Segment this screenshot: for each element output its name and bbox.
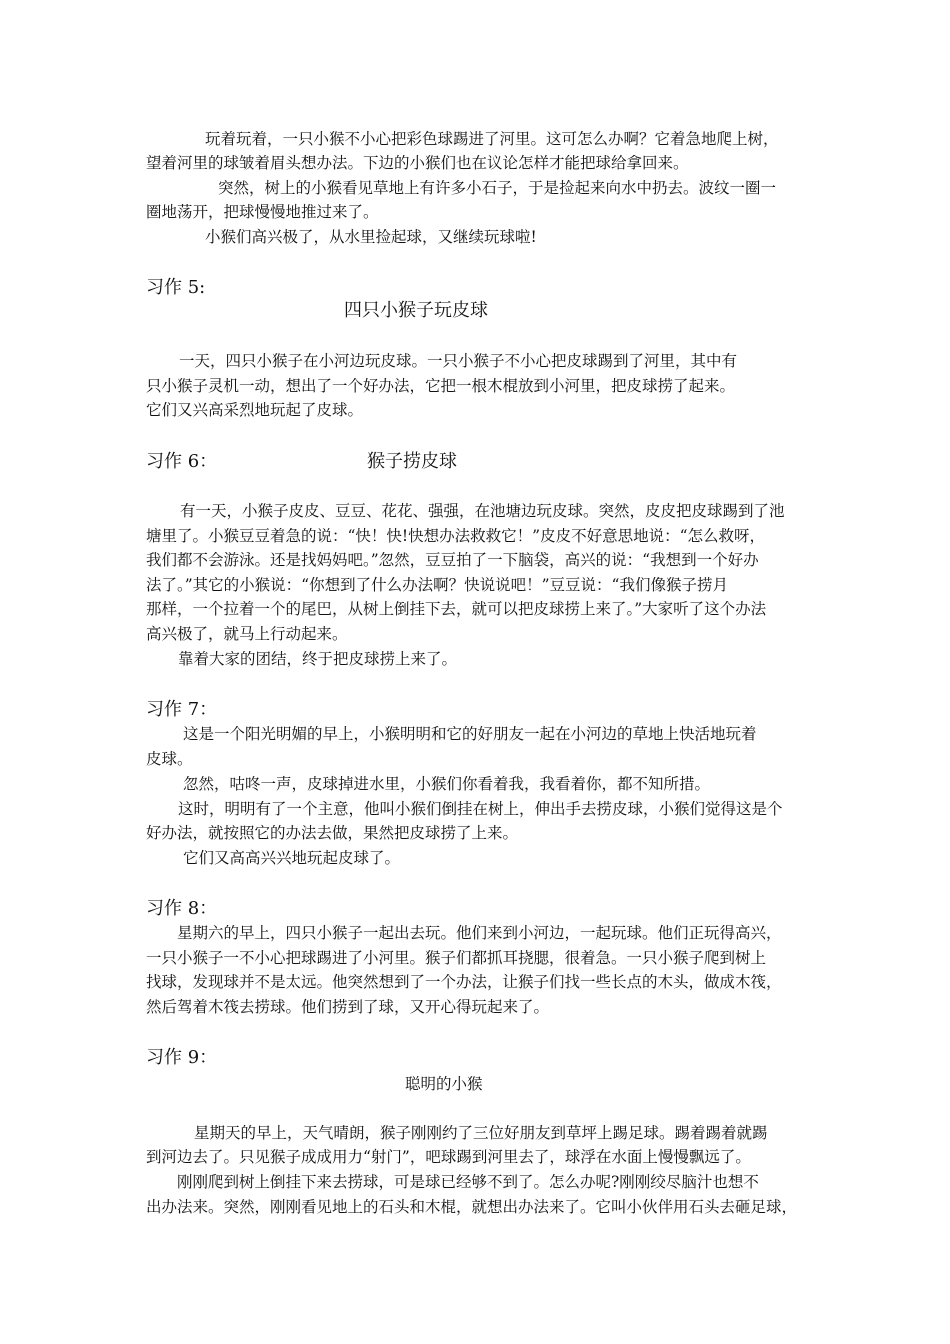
paragraph-line: 忽然，咕咚一声，皮球掉进水里，小猴们你看着我，我看着你，都不知所措。	[183, 775, 711, 793]
paragraph-line: 这时，明明有了一个主意，他叫小猴们倒挂在树上，伸出手去捞皮球，小猴们觉得这是个	[178, 800, 783, 818]
essay-title: 猴子捞皮球	[367, 451, 457, 472]
paragraph-line: 我们都不会游泳。还是找妈妈吧。”忽然，豆豆拍了一下脑袋，高兴的说：“我想到一个好办	[146, 551, 759, 569]
essay-title: 聪明的小猴	[405, 1075, 483, 1093]
paragraph-line: 找球，发现球并不是太远。他突然想到了一个办法，让猴子们找一些长点的木头，做成木筏，	[146, 973, 782, 991]
paragraph-line: 突然，树上的小猴看见草地上有许多小石子，于是捡起来向水中扔去。波纹一圈一	[218, 179, 777, 197]
paragraph-line: 它们又高高兴兴地玩起皮球了。	[183, 849, 401, 867]
paragraph-line: 刚刚爬到树上倒挂下来去捞球，可是球已经够不到了。怎么办呢?刚刚绞尽脑汁也想不	[177, 1173, 759, 1191]
paragraph-line: 望着河里的球皱着眉头想办法。下边的小猴们也在议论怎样才能把球给拿回来。	[146, 154, 689, 172]
essay-title: 四只小猴子玩皮球	[344, 300, 488, 321]
paragraph-line: 星期六的早上，四只小猴子一起出去玩。他们来到小河边，一起玩球。他们正玩得高兴，	[177, 924, 782, 942]
essay-heading: 习作 7：	[146, 699, 218, 720]
paragraph-line: 它们又兴高采烈地玩起了皮球。	[146, 401, 364, 419]
paragraph-line: 高兴极了，就马上行动起来。	[146, 625, 348, 643]
paragraph-line: 一天，四只小猴子在小河边玩皮球。一只小猴子不小心把皮球踢到了河里，其中有	[179, 352, 738, 370]
paragraph-line: 一只小猴子一不小心把球踢进了小河里。猴子们都抓耳挠腮，很着急。一只小猴子爬到树上	[146, 949, 767, 967]
essay-heading: 习作 8：	[146, 898, 218, 919]
paragraph-line: 靠着大家的团结，终于把皮球捞上来了。	[178, 650, 458, 668]
paragraph-line: 塘里了。小猴豆豆着急的说：“快！快!快想办法救救它！”皮皮不好意思地说：“怎么救呀，	[146, 527, 766, 545]
paragraph-line: 出办法来。突然，刚刚看见地上的石头和木棍，就想出办法来了。它叫小伙伴用石头去砸足球，	[146, 1198, 798, 1216]
paragraph-line: 皮球。	[146, 750, 193, 768]
paragraph-line: 好办法，就按照它的办法去做，果然把皮球捞了上来。	[146, 824, 519, 842]
paragraph-line: 到河边去了。只见猴子成成用力“射门”，吧球踢到河里去了，球浮在水面上慢慢飘远了。	[146, 1148, 751, 1166]
paragraph-line: 只小猴子灵机一动，想出了一个好办法，它把一根木棍放到小河里，把皮球捞了起来。	[146, 377, 736, 395]
paragraph-line: 有一天，小猴子皮皮、豆豆、花花、强强，在池塘边玩皮球。突然，皮皮把皮球踢到了池	[180, 502, 785, 520]
essay-heading: 习作 6：	[146, 451, 218, 472]
paragraph-line: 那样，一个拉着一个的尾巴，从树上倒挂下去，就可以把皮球捞上来了。”大家听了这个办法	[146, 600, 767, 618]
paragraph-line: 法了。”其它的小猴说：“你想到了什么办法啊？快说说吧！”豆豆说：“我们像猴子捞月	[146, 576, 728, 594]
essay-heading: 习作 9：	[146, 1047, 218, 1068]
paragraph-line: 圈地荡开，把球慢慢地推过来了。	[146, 203, 379, 221]
paragraph-line: 小猴们高兴极了，从水里捡起球，又继续玩球啦!	[205, 228, 537, 246]
paragraph-line: 玩着玩着，一只小猴不小心把彩色球踢进了河里。这可怎么办啊？它着急地爬上树，	[205, 130, 779, 148]
paragraph-line: 这是一个阳光明媚的早上，小猴明明和它的好朋友一起在小河边的草地上快活地玩着	[183, 725, 757, 743]
paragraph-line: 星期天的早上，天气晴朗，猴子刚刚约了三位好朋友到草坪上踢足球。踢着踢着就踢	[194, 1124, 768, 1142]
paragraph-line: 然后驾着木筏去捞球。他们捞到了球，又开心得玩起来了。	[146, 998, 550, 1016]
essay-heading: 习作 5:	[146, 277, 206, 298]
